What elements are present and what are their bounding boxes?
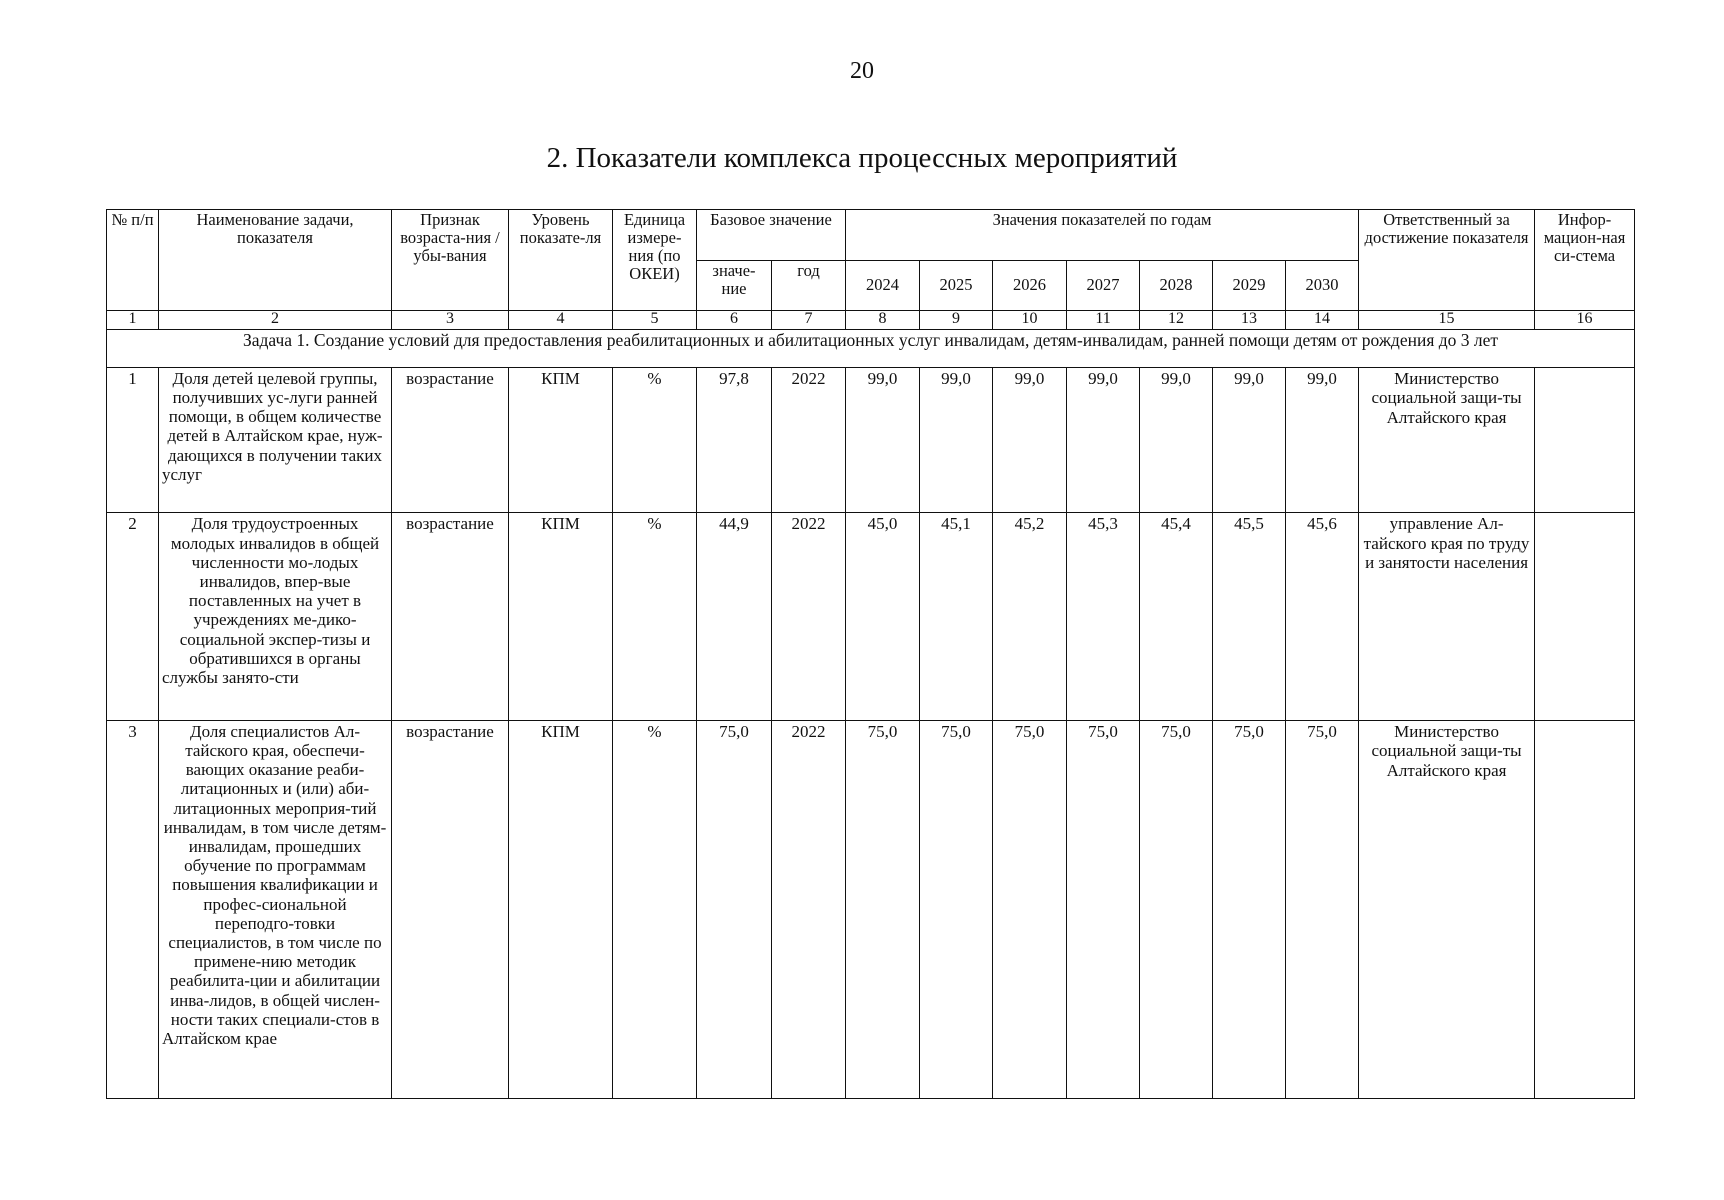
value-2027: 45,3 — [1067, 513, 1140, 720]
value-2027: 99,0 — [1067, 367, 1140, 513]
header-base-value: значе-ние — [697, 260, 772, 311]
column-number: 4 — [509, 311, 613, 330]
header-sign: Признак возраста-ния / убы-вания — [392, 210, 509, 311]
header-num: № п/п — [107, 210, 159, 311]
value-2030: 75,0 — [1286, 720, 1359, 1098]
column-number: 16 — [1535, 311, 1635, 330]
indicator-name: Доля специалистов Ал-тайского края, обеспечи-вающих оказание реаби-литационных и (или) аби-литационных мероприя-тий инвалидам, в том числе детям-инвалидам, прошедших обучение по программам повышения квалификации и профес-сиональной переподго-товки специалистов, в том числе по примене-нию методик реабилита-ции и абилитации инва-лидов, в общей числен-ности таких специали-стов в Алтайском крае — [159, 720, 392, 1098]
table-row — [107, 720, 1635, 1098]
indicator-level: КПМ — [509, 720, 613, 1098]
row-num: 3 — [107, 720, 159, 1098]
column-number: 13 — [1213, 311, 1286, 330]
value-2024: 99,0 — [846, 367, 920, 513]
value-2028: 99,0 — [1140, 367, 1213, 513]
value-2026: 75,0 — [993, 720, 1067, 1098]
header-values-by-year: Значения показателей по годам — [846, 210, 1359, 261]
responsible: Министерство социальной защи-ты Алтайского края — [1359, 720, 1535, 1098]
indicator-name: Доля детей целевой группы, получивших ус-луги ранней помощи, в общем количестве детей в Алтайском крае, нуж-дающихся в получении таких услуг — [159, 367, 392, 513]
row-num: 1 — [107, 367, 159, 513]
value-2026: 99,0 — [993, 367, 1067, 513]
header-year-2025: 2025 — [920, 260, 993, 311]
info-system — [1535, 513, 1635, 720]
value-2029: 99,0 — [1213, 367, 1286, 513]
value-2029: 45,5 — [1213, 513, 1286, 720]
indicator-unit: % — [613, 513, 697, 720]
base-value: 44,9 — [697, 513, 772, 720]
indicators-table — [106, 209, 1635, 1099]
table-row — [107, 513, 1635, 720]
indicator-unit: % — [613, 367, 697, 513]
indicator-level: КПМ — [509, 367, 613, 513]
indicator-unit: % — [613, 720, 697, 1098]
header-info-system: Инфор-мацион-ная си-стема — [1535, 210, 1635, 311]
table-row — [107, 367, 1635, 513]
column-number: 7 — [772, 311, 846, 330]
header-year-2028: 2028 — [1140, 260, 1213, 311]
column-number: 5 — [613, 311, 697, 330]
indicator-name: Доля трудоустроенных молодых инвалидов в общей численности мо-лодых инвалидов, впер-вые поставленных на учет в учреждениях ме-дико-социальной экспер-тизы и обратившихся в органы службы занято-сти — [159, 513, 392, 720]
column-number: 8 — [846, 311, 920, 330]
value-2030: 99,0 — [1286, 367, 1359, 513]
column-number-row — [107, 311, 1635, 330]
value-2028: 75,0 — [1140, 720, 1213, 1098]
base-value: 75,0 — [697, 720, 772, 1098]
column-number: 12 — [1140, 311, 1213, 330]
header-year-2026: 2026 — [993, 260, 1067, 311]
value-2028: 45,4 — [1140, 513, 1213, 720]
header-base-year: год — [772, 260, 846, 311]
info-system — [1535, 367, 1635, 513]
column-number: 11 — [1067, 311, 1140, 330]
base-year: 2022 — [772, 367, 846, 513]
responsible: управление Ал-тайского края по труду и занятости населения — [1359, 513, 1535, 720]
header-year-2027: 2027 — [1067, 260, 1140, 311]
value-2024: 45,0 — [846, 513, 920, 720]
header-year-2030: 2030 — [1286, 260, 1359, 311]
column-number: 3 — [392, 311, 509, 330]
column-number: 10 — [993, 311, 1067, 330]
value-2024: 75,0 — [846, 720, 920, 1098]
header-name: Наименование задачи, показателя — [159, 210, 392, 311]
base-value: 97,8 — [697, 367, 772, 513]
column-number: 9 — [920, 311, 993, 330]
column-number: 14 — [1286, 311, 1359, 330]
base-year: 2022 — [772, 513, 846, 720]
value-2029: 75,0 — [1213, 720, 1286, 1098]
indicator-sign: возрастание — [392, 367, 509, 513]
column-number: 2 — [159, 311, 392, 330]
row-num: 2 — [107, 513, 159, 720]
value-2025: 99,0 — [920, 367, 993, 513]
indicator-sign: возрастание — [392, 720, 509, 1098]
header-unit: Единица измере-ния (по ОКЕИ) — [613, 210, 697, 311]
header-base: Базовое значение — [697, 210, 846, 261]
value-2030: 45,6 — [1286, 513, 1359, 720]
task-1-title: Задача 1. Создание условий для предоставления реабилитационных и абилитационных услуг инвалидам, детям-инвалидам, ранней помощи детям от рождения до 3 лет — [107, 330, 1635, 367]
header-year-2024: 2024 — [846, 260, 920, 311]
indicator-level: КПМ — [509, 513, 613, 720]
value-2027: 75,0 — [1067, 720, 1140, 1098]
header-responsible: Ответственный за достижение показателя — [1359, 210, 1535, 311]
column-number: 15 — [1359, 311, 1535, 330]
page-number: 20 — [850, 58, 874, 84]
value-2025: 75,0 — [920, 720, 993, 1098]
indicator-sign: возрастание — [392, 513, 509, 720]
info-system — [1535, 720, 1635, 1098]
header-year-2029: 2029 — [1213, 260, 1286, 311]
responsible: Министерство социальной защи-ты Алтайского края — [1359, 367, 1535, 513]
column-number: 1 — [107, 311, 159, 330]
base-year: 2022 — [772, 720, 846, 1098]
value-2026: 45,2 — [993, 513, 1067, 720]
header-level: Уровень показате-ля — [509, 210, 613, 311]
section-title: 2. Показатели комплекса процессных мероприятий — [546, 142, 1178, 174]
task-row — [107, 330, 1635, 367]
value-2025: 45,1 — [920, 513, 993, 720]
column-number: 6 — [697, 311, 772, 330]
